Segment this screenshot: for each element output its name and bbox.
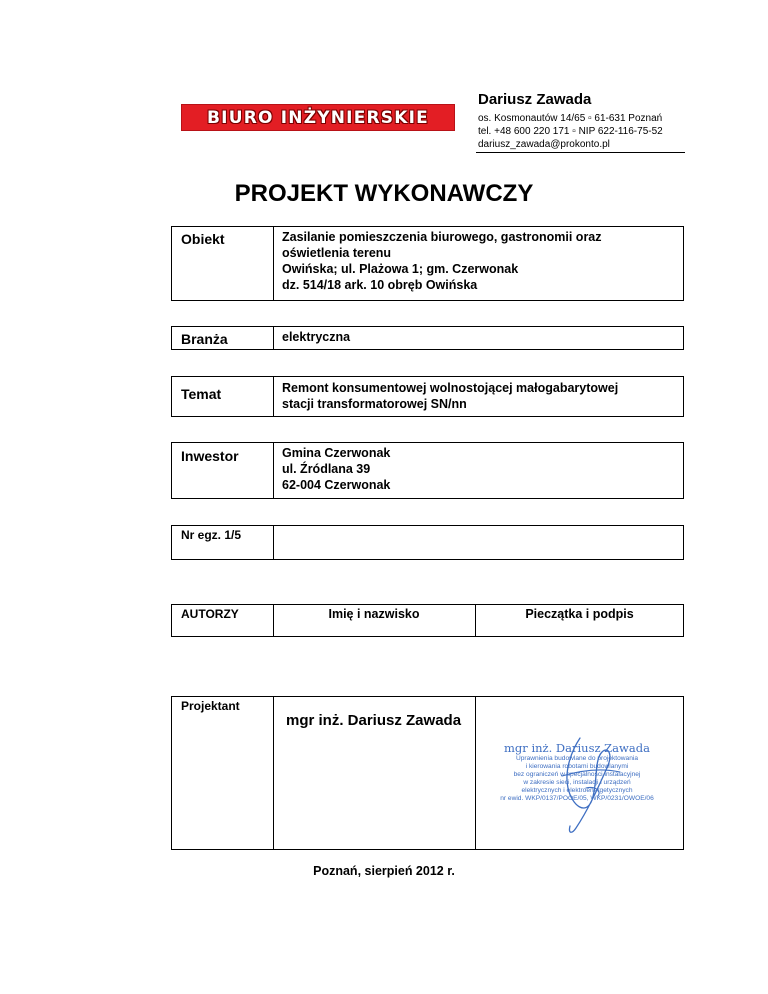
branza-value: elektryczna xyxy=(282,330,351,344)
temat-value xyxy=(282,380,618,412)
obiekt-value xyxy=(282,229,602,293)
stamp-line-5: elektrycznych i elektroenergetycznych xyxy=(521,787,633,794)
handwritten-signature xyxy=(502,730,652,840)
stamp-line-2: i kierowania robotami budowlanymi xyxy=(525,763,629,770)
authors-stamp-column-header: Pieczątka i podpis xyxy=(525,607,634,621)
obiekt-label: Obiekt xyxy=(181,231,225,247)
place-and-date: Poznań, sierpień 2012 r. xyxy=(313,864,455,878)
stamp-line-4: w zakresie sieci, instalacji i urządzeń xyxy=(523,779,631,786)
designer-divider-1 xyxy=(273,696,274,850)
stamp-line-6: nr ewid. WKP/0137/POOE/05, WKP/0231/OWOE/06 xyxy=(500,795,654,802)
company-email: dariusz_zawada@prokonto.pl xyxy=(478,139,610,150)
inwestor-label: Inwestor xyxy=(181,448,239,464)
stamp-title: mgr inż. Dariusz Zawada xyxy=(504,741,650,755)
inwestor-line-3: 62-004 Czerwonak xyxy=(282,478,391,492)
stamp-line-3: bez ograniczeń w specjalności instalacyjnej xyxy=(513,771,641,778)
header-divider xyxy=(476,152,685,153)
nr-egz-box xyxy=(171,525,684,560)
stamp-line-1: Uprawnienia budowlane do projektowania xyxy=(515,755,639,762)
authors-label: AUTORZY xyxy=(181,607,239,621)
designer-name: mgr inż. Dariusz Zawada xyxy=(286,712,462,729)
company-logo: BIURO INŻYNIERSKIE xyxy=(181,104,455,131)
inwestor-box xyxy=(171,442,684,499)
obiekt-line-2: oświetlenia terenu xyxy=(282,246,392,260)
branza-box xyxy=(171,326,684,350)
company-address: os. Kosmonautów 14/65 ▫ 61-631 Poznań xyxy=(478,113,663,124)
obiekt-line-1: Zasilanie pomieszczenia biurowego, gastronomii oraz xyxy=(282,230,602,244)
obiekt-line-4: dz. 514/18 ark. 10 obręb Owińska xyxy=(282,278,478,292)
designer-role-label: Projektant xyxy=(181,699,240,713)
obiekt-divider xyxy=(273,226,274,301)
designer-divider-2 xyxy=(475,696,476,850)
temat-divider xyxy=(273,376,274,417)
authors-name-column-header: Imię i nazwisko xyxy=(328,607,420,621)
inwestor-value xyxy=(282,445,390,493)
branza-divider xyxy=(273,326,274,350)
company-owner-name: Dariusz Zawada xyxy=(478,91,592,108)
nr-egz-divider xyxy=(273,525,274,560)
nr-egz-label: Nr egz. 1/5 xyxy=(181,528,242,542)
inwestor-divider xyxy=(273,442,274,499)
temat-line-2: stacji transformatorowej SN/nn xyxy=(282,397,467,411)
inwestor-line-2: ul. Źródlana 39 xyxy=(282,462,371,476)
obiekt-line-3: Owińska; ul. Plażowa 1; gm. Czerwonak xyxy=(282,262,519,276)
company-phone-nip: tel. +48 600 220 171 ▫ NIP 622-116-75-52 xyxy=(478,126,663,137)
branza-label: Branża xyxy=(181,331,228,347)
designer-stamp xyxy=(502,730,652,840)
temat-label: Temat xyxy=(181,386,222,402)
document-title: PROJEKT WYKONAWCZY xyxy=(234,180,534,207)
temat-line-1: Remont konsumentowej wolnostojącej małogabarytowej xyxy=(282,381,619,395)
inwestor-line-1: Gmina Czerwonak xyxy=(282,446,391,460)
